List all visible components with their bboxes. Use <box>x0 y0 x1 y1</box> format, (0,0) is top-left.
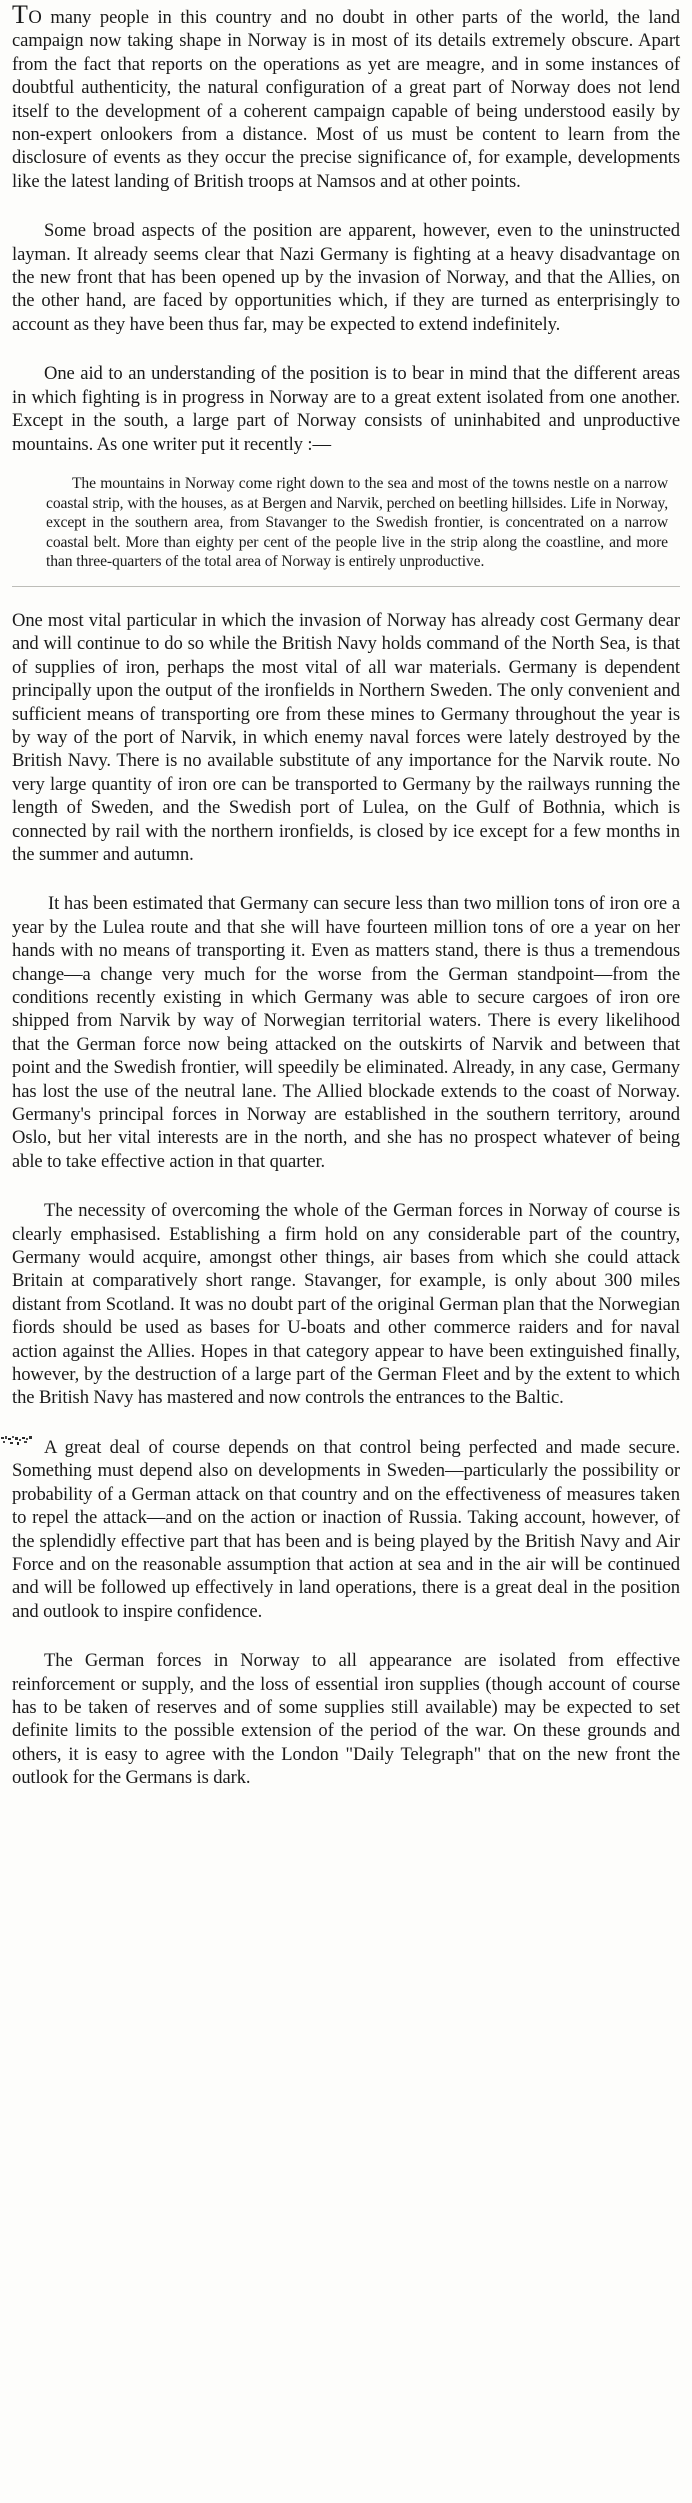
paragraph-1 <box>12 0 680 193</box>
paragraph-2: Some broad aspects of the position are apparent, however, even to the uninstructed layman. It already seems clear that Nazi Germany is fighting at a heavy disadvantage on the new front that has been opened up by the invasion of Norway, and that the Allies, on the other hand, are faced by opportunities which, if they are turned as enterprisingly to account as they have been thus far, may be expected to extend indefinitely. <box>12 220 680 335</box>
article-column <box>12 2 680 1790</box>
quote-divider <box>12 586 680 587</box>
block-quote: The mountains in Norway come right down to the sea and most of the towns nestle on a narrow coastal strip, with the houses, as at Bergen and Narvik, perched on beetling hillsides. Life in Norway, except in the southern area, from Stavanger to the Swedish frontier, is concentrated on a narrow coastal belt. More than eighty per cent of the people live in the strip along the coastline, and more than three-quarters of the total area of Norway is entirely unproductive. <box>46 474 668 571</box>
paragraph-8: The German forces in Norway to all appearance are isolated from effective reinforcement or supply, and the loss of essential iron supplies (though account of course has to be taken of reserves and of some supplies still available) may be expected to set definite limits to the possible extension of the period of the war. On these grounds and others, it is easy to agree with the London "Daily Telegraph" that on the new front the outlook for the Germans is dark. <box>12 1650 680 1789</box>
paragraph-3: One aid to an understanding of the position is to bear in mind that the different areas in which fighting is in progress in Norway are to a great extent isolated from one another. Except in the south, a large part of Norway consists of uninhabited and unproductive mountains. As one writer put it recently :— <box>12 363 680 455</box>
paragraph-4: One most vital particular in which the invasion of Norway has already cost Germany dear and will continue to do so while the British Navy holds command of the North Sea, is that of supplies of iron, perhaps the most vital of all war materials. Germany is dependent principally upon the output of the ironfields in Northern Sweden. The only convenient and sufficient means of transporting ore from these mines to Germany throughout the year is by way of the port of Narvik, in which enemy naval forces were lately destroyed by the British Navy. There is no available substitute of any importance for the Narvik route. No very large quantity of iron ore can be transported to Germany by the railways running the length of Sweden, and the Swedish port of Lulea, on the Gulf of Bothnia, which is connected by rail with the northern ironfields, is closed by ice except for a few months in the summer and autumn. <box>12 609 680 865</box>
paragraph-7: A great deal of course depends on that control being perfected and made secure. Something must depend also on developments in Sweden—particularly the possibility or probability of a German attack on that country and on the effectiveness of measures taken to repel the attack—and on the action or inaction of Russia. Taking account, however, of the splendidly effective part that has been and is being played by the British Navy and Air Force and on the reasonable assumption that action at sea and in the air will be continued and will be followed up effectively in land operations, there is a great deal in the position and outlook to inspire confidence. <box>12 1436 680 1622</box>
print-smudge-icon <box>0 1434 34 1448</box>
drop-cap: T <box>12 0 29 29</box>
paragraph-5: It has been estimated that Germany can secure less than two million tons of iron ore a year by the Lulea route and that she will have fourteen million tons of ore a year on her hands with no means of transporting it. Even as matters stand, there is thus a tremendous change—a change very much for the worse from the German standpoint—from the conditions recently existing in which Germany was able to secure cargoes of iron ore shipped from Narvik by way of Norwegian territorial waters. There is every likelihood that the German force now being attacked on the outskirts of Narvik and between that point and the Swedish frontier, will speedily be eliminated. Already, in any case, Germany has lost the use of the neutral lane. The Allied blockade extends to the coast of Norway. Germany's principal forces in Norway are established in the southern territory, around Oslo, but her vital interests are in the north, and she has no prospect whatever of being able to take effective action in that quarter. <box>12 893 680 1172</box>
paragraph-1-text: O many people in this country and no doubt in other parts of the world, the land campaign now taking shape in Norway is in most of its details extremely obscure. Apart from the fact that reports on the operations as yet are meagre, and in some instances of doubtful authenticity, the natural configuration of a great part of Norway does not lend itself to the development of a coherent campaign capable of being understood easily by non-expert onlookers from a distance. Most of us must be content to learn from the disclosure of events as they occur the precise significance of, for example, developments like the latest landing of British troops at Namsos and at other points. <box>12 7 680 192</box>
paragraph-6: The necessity of overcoming the whole of the German forces in Norway of course is clearly emphasised. Establishing a firm hold on any considerable part of the country, Germany would acquire, amongst other things, air bases from which she could attack Britain at comparatively short range. Stavanger, for example, is only about 300 miles distant from Scotland. It was no doubt part of the original German plan that the Norwegian fiords should be used as bases for U-boats and other commerce raiders and for naval action against the Allies. Hopes in that category appear to have been extinguished finally, however, by the destruction of a large part of the German Fleet and by the extent to which the British Navy has mastered and now controls the entrances to the Baltic. <box>12 1200 680 1409</box>
